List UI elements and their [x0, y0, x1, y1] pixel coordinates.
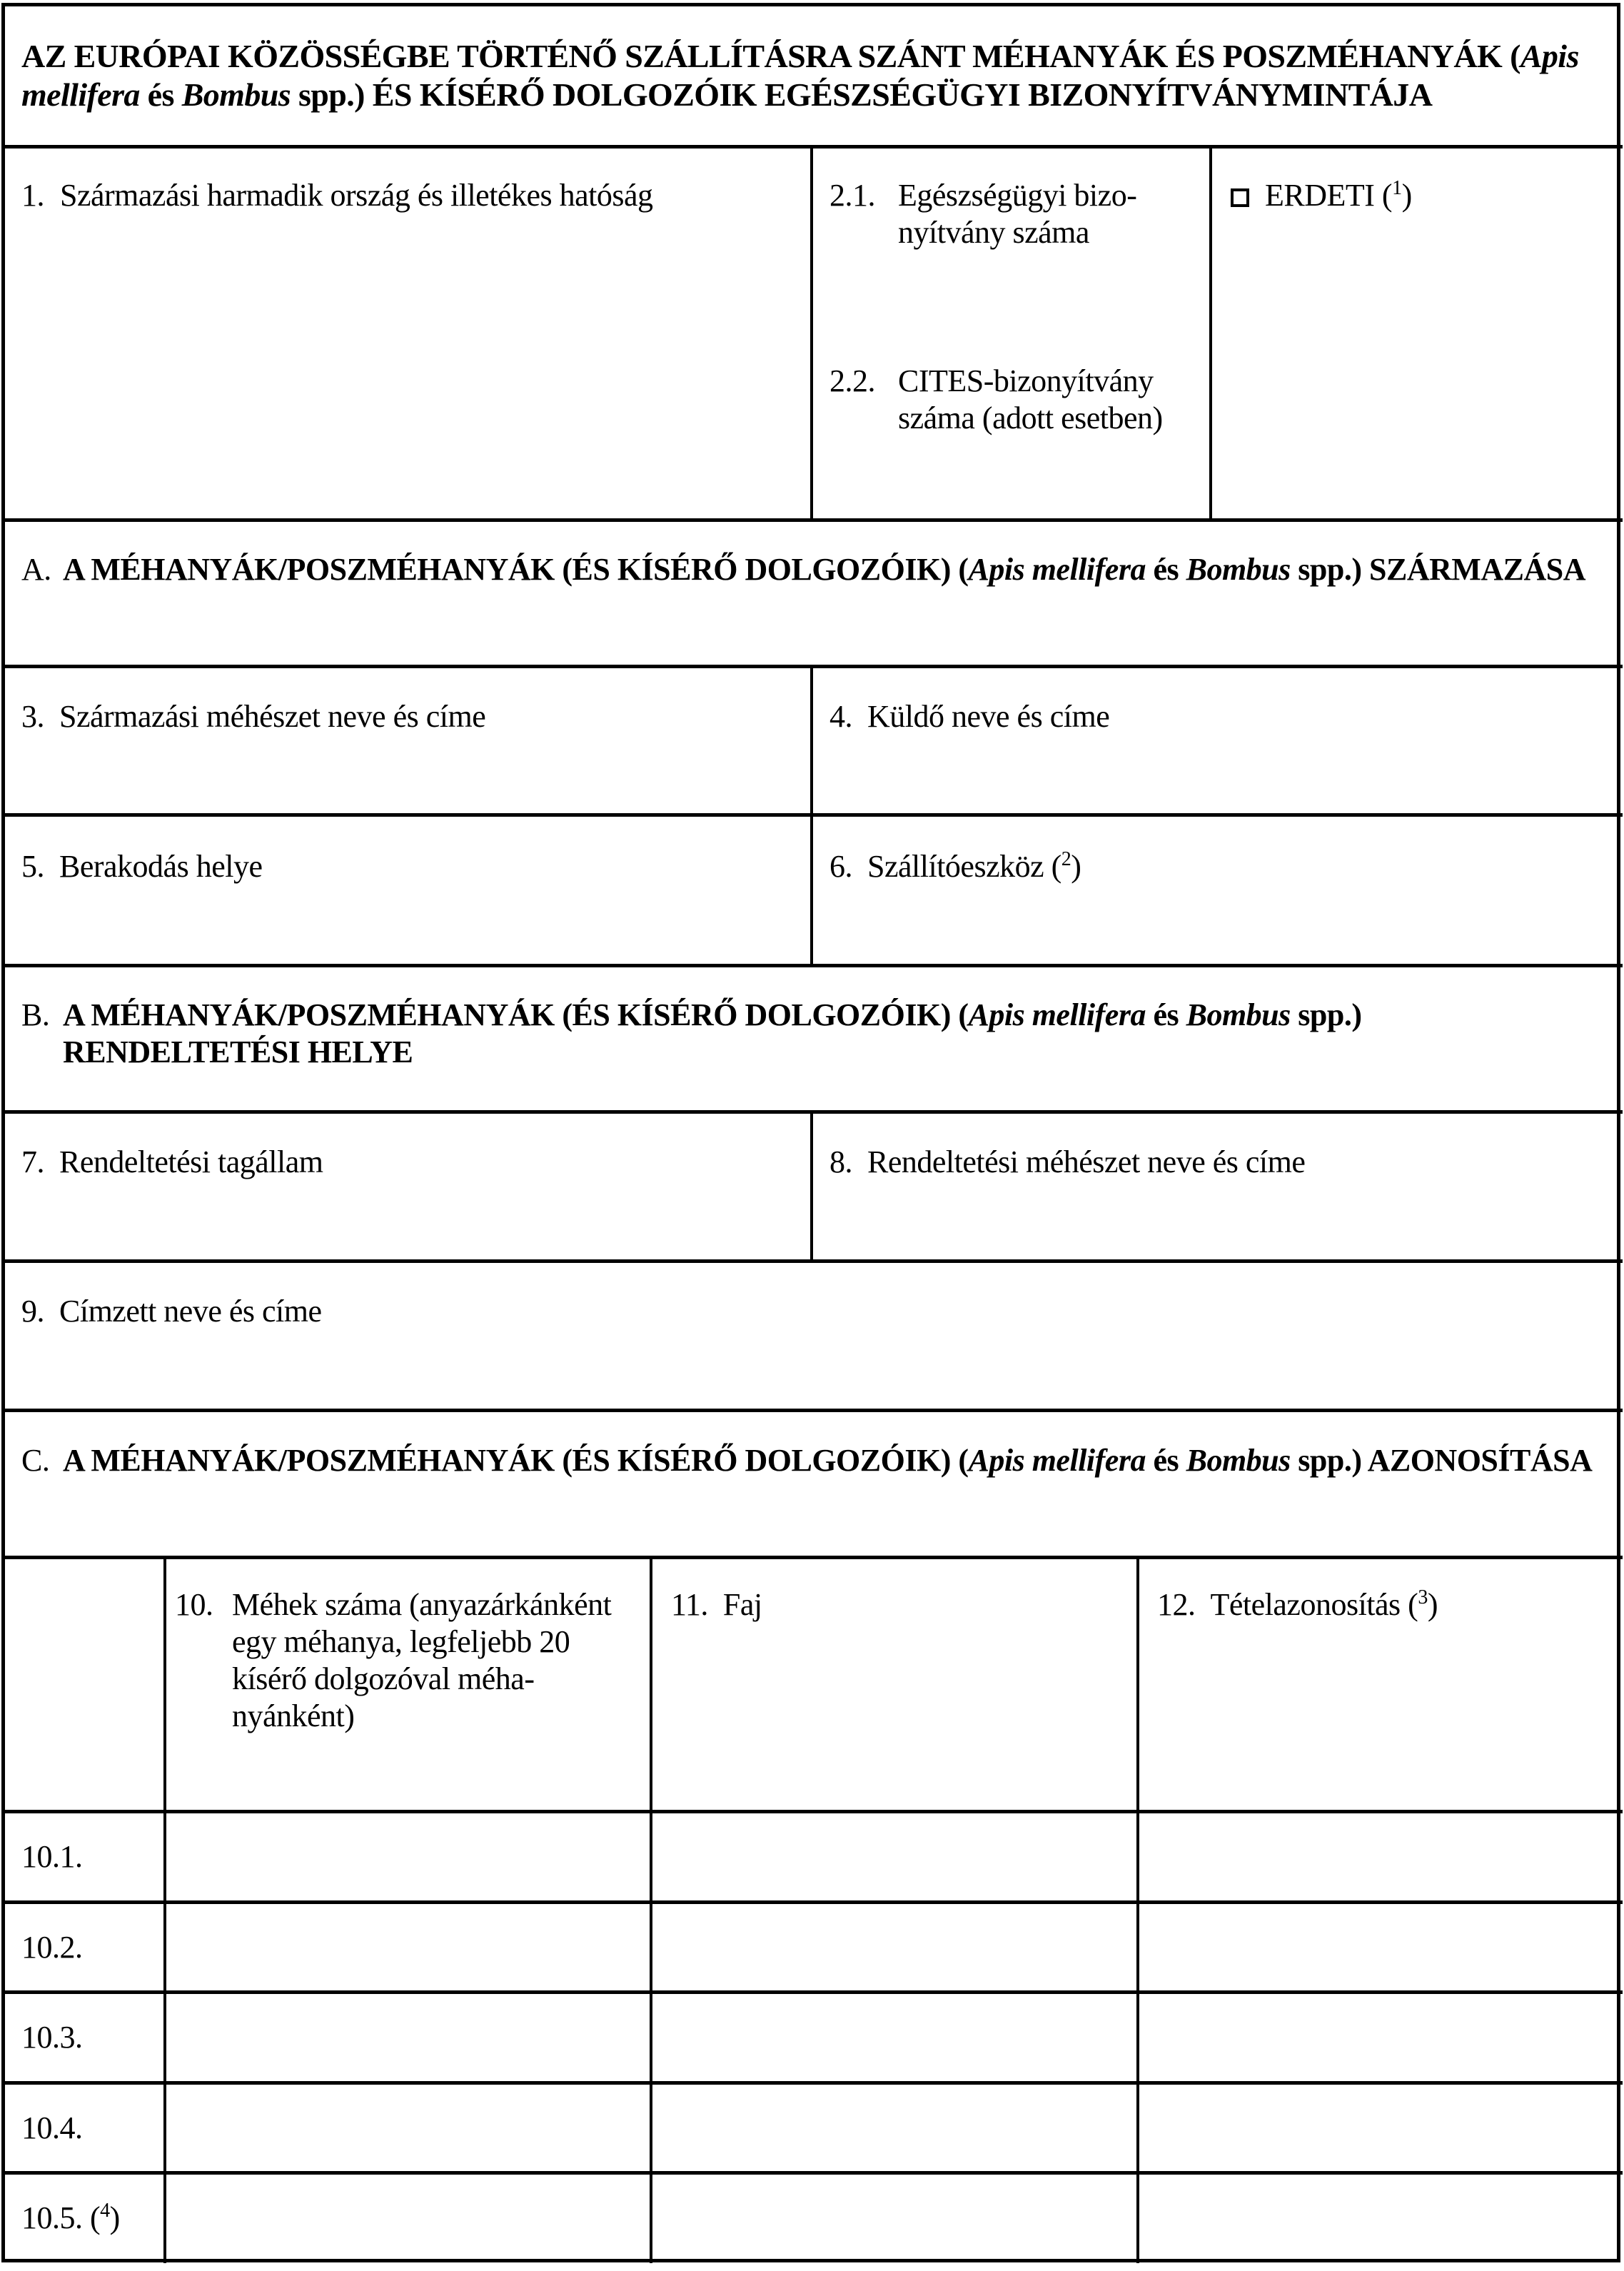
field-3-origin-apiary[interactable]: 3. Származási méhészet neve és címe [21, 699, 486, 734]
table-row-label: 10.1. [21, 1839, 83, 1874]
rule [810, 1112, 813, 1261]
rule [1, 1900, 1623, 1904]
column-header-bee-count: 10. Méhek száma (anyazárkánként egy méhanya, legfeljebb 20 kísérő dolgozóval méha-nyánként) [175, 1587, 612, 1733]
table-row-label: 10.5. ($^4$) [21, 2200, 120, 2235]
original-label: ERDETI [1265, 178, 1375, 213]
section-c-heading: C. A MÉHANYÁK/POSZMÉHANYÁK (ÉS KÍSÉRŐ DOLGOZÓIK) (Apis mellifera és Bombus spp.) AZONOSÍTÁSA [21, 1443, 1593, 1478]
field-4-consignor[interactable]: 4. Küldő neve és címe [829, 699, 1110, 734]
batch-id-cell[interactable] [1139, 1995, 1619, 2080]
certificate-title: AZ EURÓPAI KÖZÖSSÉGBE TÖRTÉNŐ SZÁLLÍTÁSRA SZÁNT MÉHANYÁK ÉS POSZMÉHANYÁK (Apis mellifera és Bombus spp.) ÉS KÍSÉRŐ DOLGOZÓIK EGÉSZSÉGÜGYI BIZONYÍTVÁNYMINTÁJA [21, 38, 1579, 113]
original-checkbox-field[interactable]: ERDETI ($^1$) [1231, 177, 1412, 214]
rule [1209, 146, 1212, 520]
field-2-2-cites-number[interactable]: 2.2. CITES-bizonyítvány száma (adott esetben) [829, 363, 1163, 435]
species-cell[interactable] [652, 2176, 1136, 2261]
batch-id-cell[interactable] [1139, 1815, 1619, 1900]
bee-count-cell[interactable] [166, 1905, 650, 1990]
field-5-loading-place[interactable]: 5. Berakodás helye [21, 849, 263, 884]
field-1-origin-country[interactable]: 1. Származási harmadik ország és illetékes hatóság [21, 178, 653, 213]
rule [810, 146, 813, 520]
section-b-heading: B. A MÉHANYÁK/POSZMÉHANYÁK (ÉS KÍSÉRŐ DOLGOZÓIK) (Apis mellifera és Bombus spp.) RENDELTETÉSI HELYE [21, 997, 1362, 1069]
bee-count-cell[interactable] [166, 1995, 650, 2080]
batch-id-cell[interactable] [1139, 1905, 1619, 1990]
bee-count-cell[interactable] [166, 1815, 650, 1900]
checkbox-icon[interactable] [1231, 188, 1249, 207]
rule [1, 2081, 1623, 2085]
species-cell[interactable] [652, 2086, 1136, 2171]
species-cell[interactable] [652, 1995, 1136, 2080]
field-2-1-certificate-number[interactable]: 2.1. Egészségügyi bizo-nyítvány száma [829, 178, 1137, 250]
column-header-batch-id: 12. Tételazonosítás ($^3$) [1157, 1586, 1438, 1622]
table-row-label: 10.3. [21, 2020, 83, 2055]
section-a-heading: A. A MÉHANYÁK/POSZMÉHANYÁK (ÉS KÍSÉRŐ DOLGOZÓIK) (Apis mellifera és Bombus spp.) SZÁRMAZÁSA [21, 552, 1586, 587]
bee-count-cell[interactable] [166, 2086, 650, 2171]
species-cell[interactable] [652, 1905, 1136, 1990]
bee-count-cell[interactable] [166, 2176, 650, 2261]
field-6-transport[interactable]: 6. Szállítóeszköz ($^2$) [829, 848, 1081, 884]
field-9-consignee[interactable]: 9. Címzett neve és címe [21, 1294, 322, 1329]
batch-id-cell[interactable] [1139, 2176, 1619, 2261]
table-row-label: 10.4. [21, 2110, 83, 2145]
rule [1, 1409, 1623, 1412]
table-row-label: 10.2. [21, 1930, 83, 1965]
rule [1, 1556, 1623, 1559]
rule [810, 666, 813, 965]
rule [1, 1810, 1623, 1813]
field-7-destination-state[interactable]: 7. Rendeltetési tagállam [21, 1144, 323, 1179]
rule [1, 2171, 1623, 2175]
field-8-destination-apiary[interactable]: 8. Rendeltetési méhészet neve és címe [829, 1144, 1306, 1179]
batch-id-cell[interactable] [1139, 2086, 1619, 2171]
rule [1, 1990, 1623, 1994]
column-header-species: 11. Faj [671, 1587, 762, 1622]
species-cell[interactable] [652, 1815, 1136, 1900]
